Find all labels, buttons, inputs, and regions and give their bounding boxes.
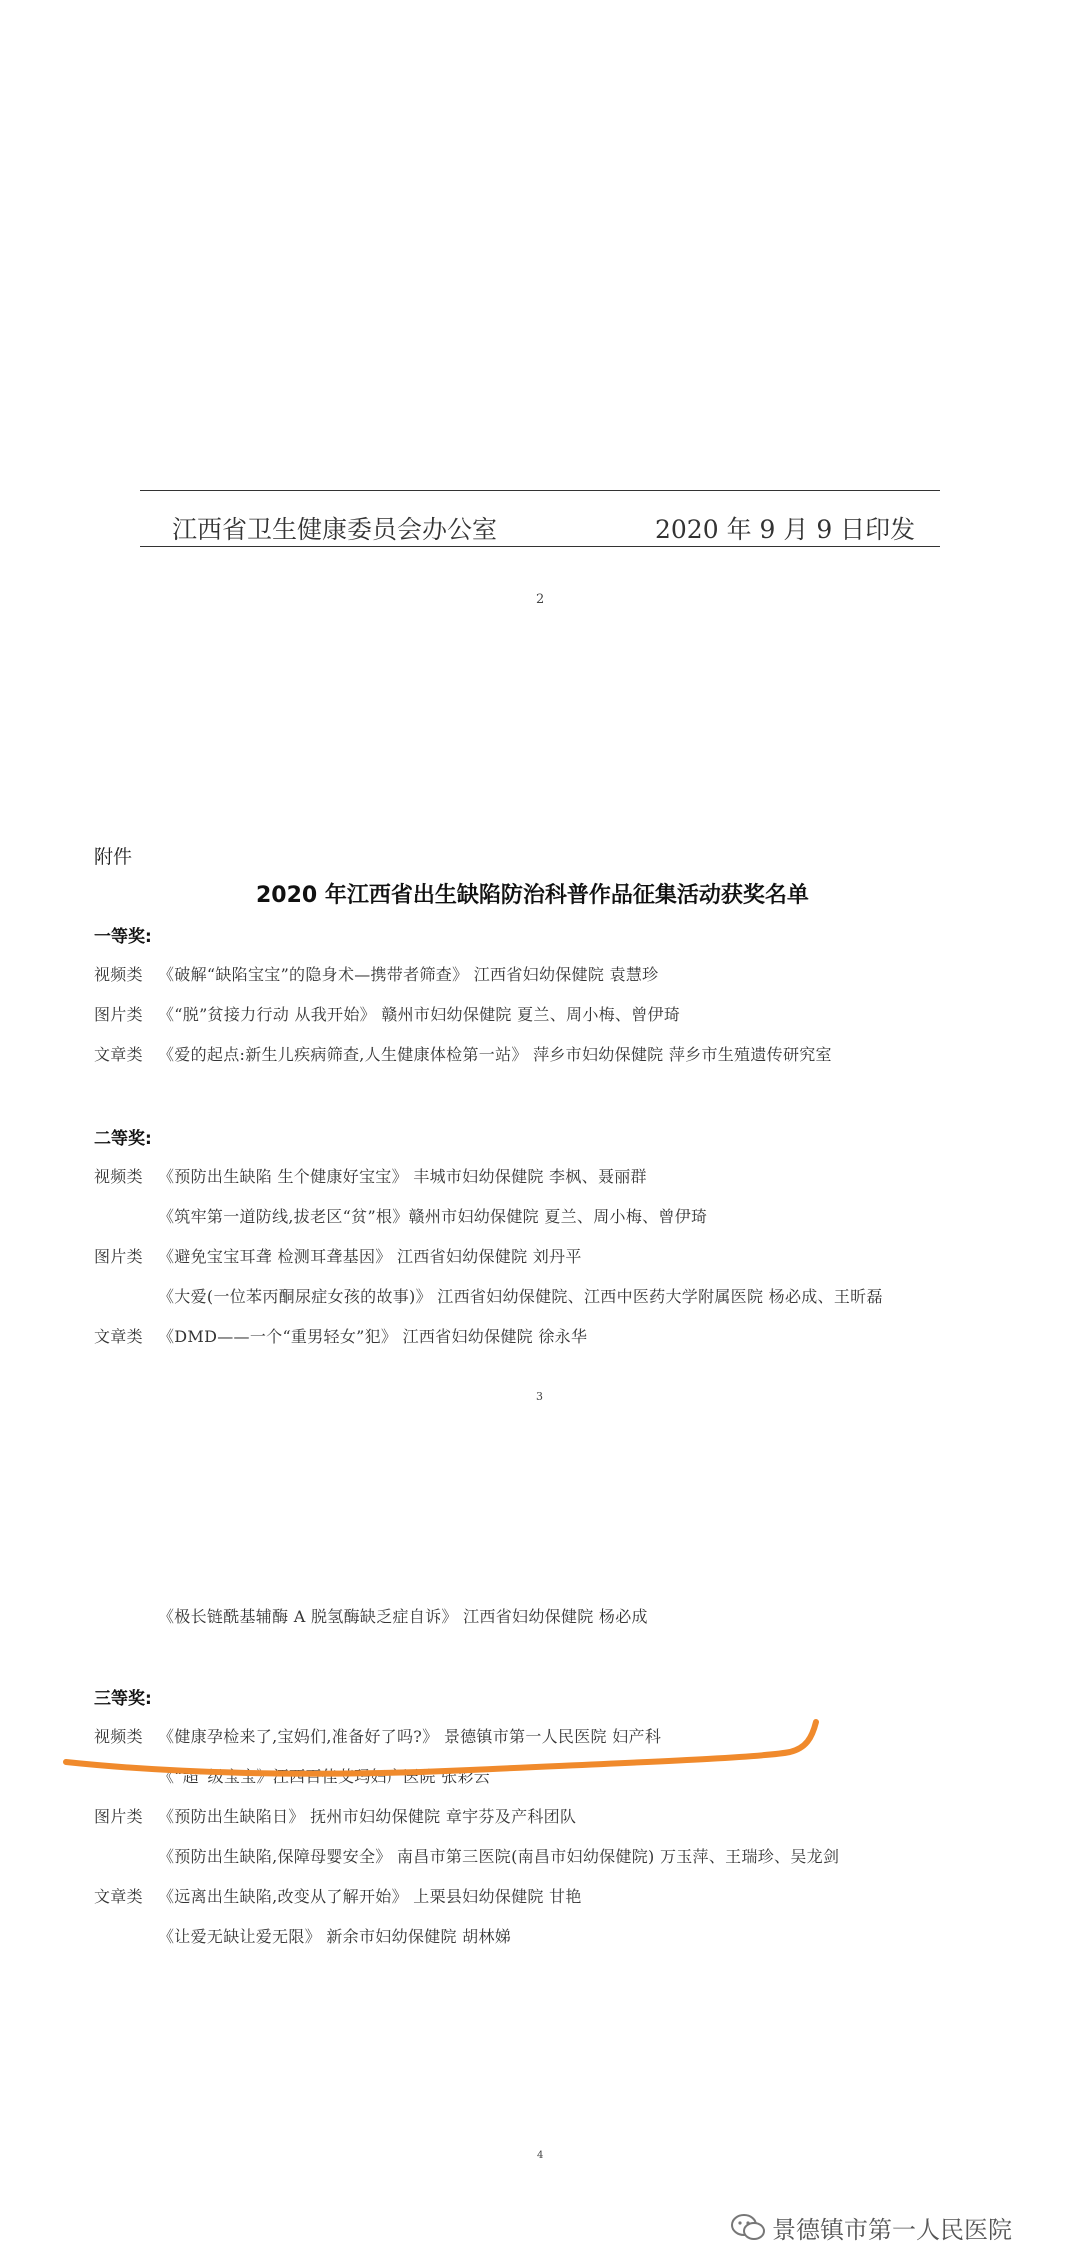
entry-category: 视频类 (94, 965, 143, 984)
entry-text: 《健康孕检来了,宝妈们,准备好了吗?》 景德镇市第一人民医院 妇产科 (158, 1727, 662, 1746)
third-prize-heading: 三等奖: (94, 1689, 152, 1709)
entry-category: 文章类 (94, 1045, 143, 1064)
entry-category: 文章类 (94, 1887, 143, 1906)
entry-text: 《“脱”贫接力行动 从我开始》 赣州市妇幼保健院 夏兰、周小梅、曾伊琦 (158, 1005, 681, 1024)
page-number: 3 (536, 1390, 543, 1403)
entry-category: 文章类 (94, 1327, 143, 1346)
entry-text: 《避免宝宝耳聋 检测耳聋基因》 江西省妇幼保健院 刘丹平 (158, 1247, 582, 1266)
entry-category: 图片类 (94, 1247, 143, 1266)
second-prize-heading: 二等奖: (94, 1129, 152, 1149)
entry-text: 《大爱(一位苯丙酮尿症女孩的故事)》 江西省妇幼保健院、江西中医药大学附属医院 杨必成、王昕磊 (158, 1287, 883, 1306)
entry-text: 《预防出生缺陷日》 抚州市妇幼保健院 章宇芬及产科团队 (158, 1807, 577, 1826)
issue-date: 2020 年 9 月 9 日印发 (655, 515, 916, 544)
issuer-office: 江西省卫生健康委员会办公室 (172, 515, 498, 544)
first-prize-heading: 一等奖: (94, 927, 152, 947)
page-number: 4 (537, 2150, 544, 2161)
attachment-label: 附件 (94, 846, 133, 868)
entry-category: 图片类 (94, 1005, 143, 1024)
entry-text: 《爱的起点:新生儿疾病筛查,人生健康体检第一站》 萍乡市妇幼保健院 萍乡市生殖遗传研究室 (158, 1045, 832, 1064)
wechat-icon (730, 2213, 766, 2243)
entry-text: 《预防出生缺陷,保障母婴安全》 南昌市第三医院(南昌市妇幼保健院) 万玉萍、王瑞珍、吴龙剑 (158, 1847, 840, 1866)
entry-text: 《预防出生缺陷 生个健康好宝宝》 丰城市妇幼保健院 李枫、聂丽群 (158, 1167, 647, 1186)
entry-text: 《远离出生缺陷,改变从了解开始》 上栗县妇幼保健院 甘艳 (158, 1887, 582, 1906)
entry-text: 《破解“缺陷宝宝”的隐身术—携带者筛查》 江西省妇幼保健院 袁慧珍 (158, 965, 659, 984)
entry-category: 视频类 (94, 1727, 143, 1746)
entry-text: 《“超”级宝宝》江西百佳艾玛妇产医院 张彩云 (158, 1767, 491, 1786)
watermark-text: 景德镇市第一人民医院 (772, 2216, 1012, 2244)
document-title: 2020 年江西省出生缺陷防治科普作品征集活动获奖名单 (256, 883, 809, 908)
page-number: 2 (536, 592, 545, 607)
entry-text: 《DMD——一个“重男轻女”犯》 江西省妇幼保健院 徐永华 (158, 1327, 588, 1346)
entry-text: 《筑牢第一道防线,拔老区“贫”根》赣州市妇幼保健院 夏兰、周小梅、曾伊琦 (158, 1207, 708, 1226)
entry-category: 视频类 (94, 1167, 143, 1186)
entry-text: 《让爱无缺让爱无限》 新余市妇幼保健院 胡林娣 (158, 1927, 512, 1946)
entry-text: 《极长链酰基辅酶 A 脱氢酶缺乏症自诉》 江西省妇幼保健院 杨必成 (158, 1607, 648, 1626)
entry-category: 图片类 (94, 1807, 143, 1826)
